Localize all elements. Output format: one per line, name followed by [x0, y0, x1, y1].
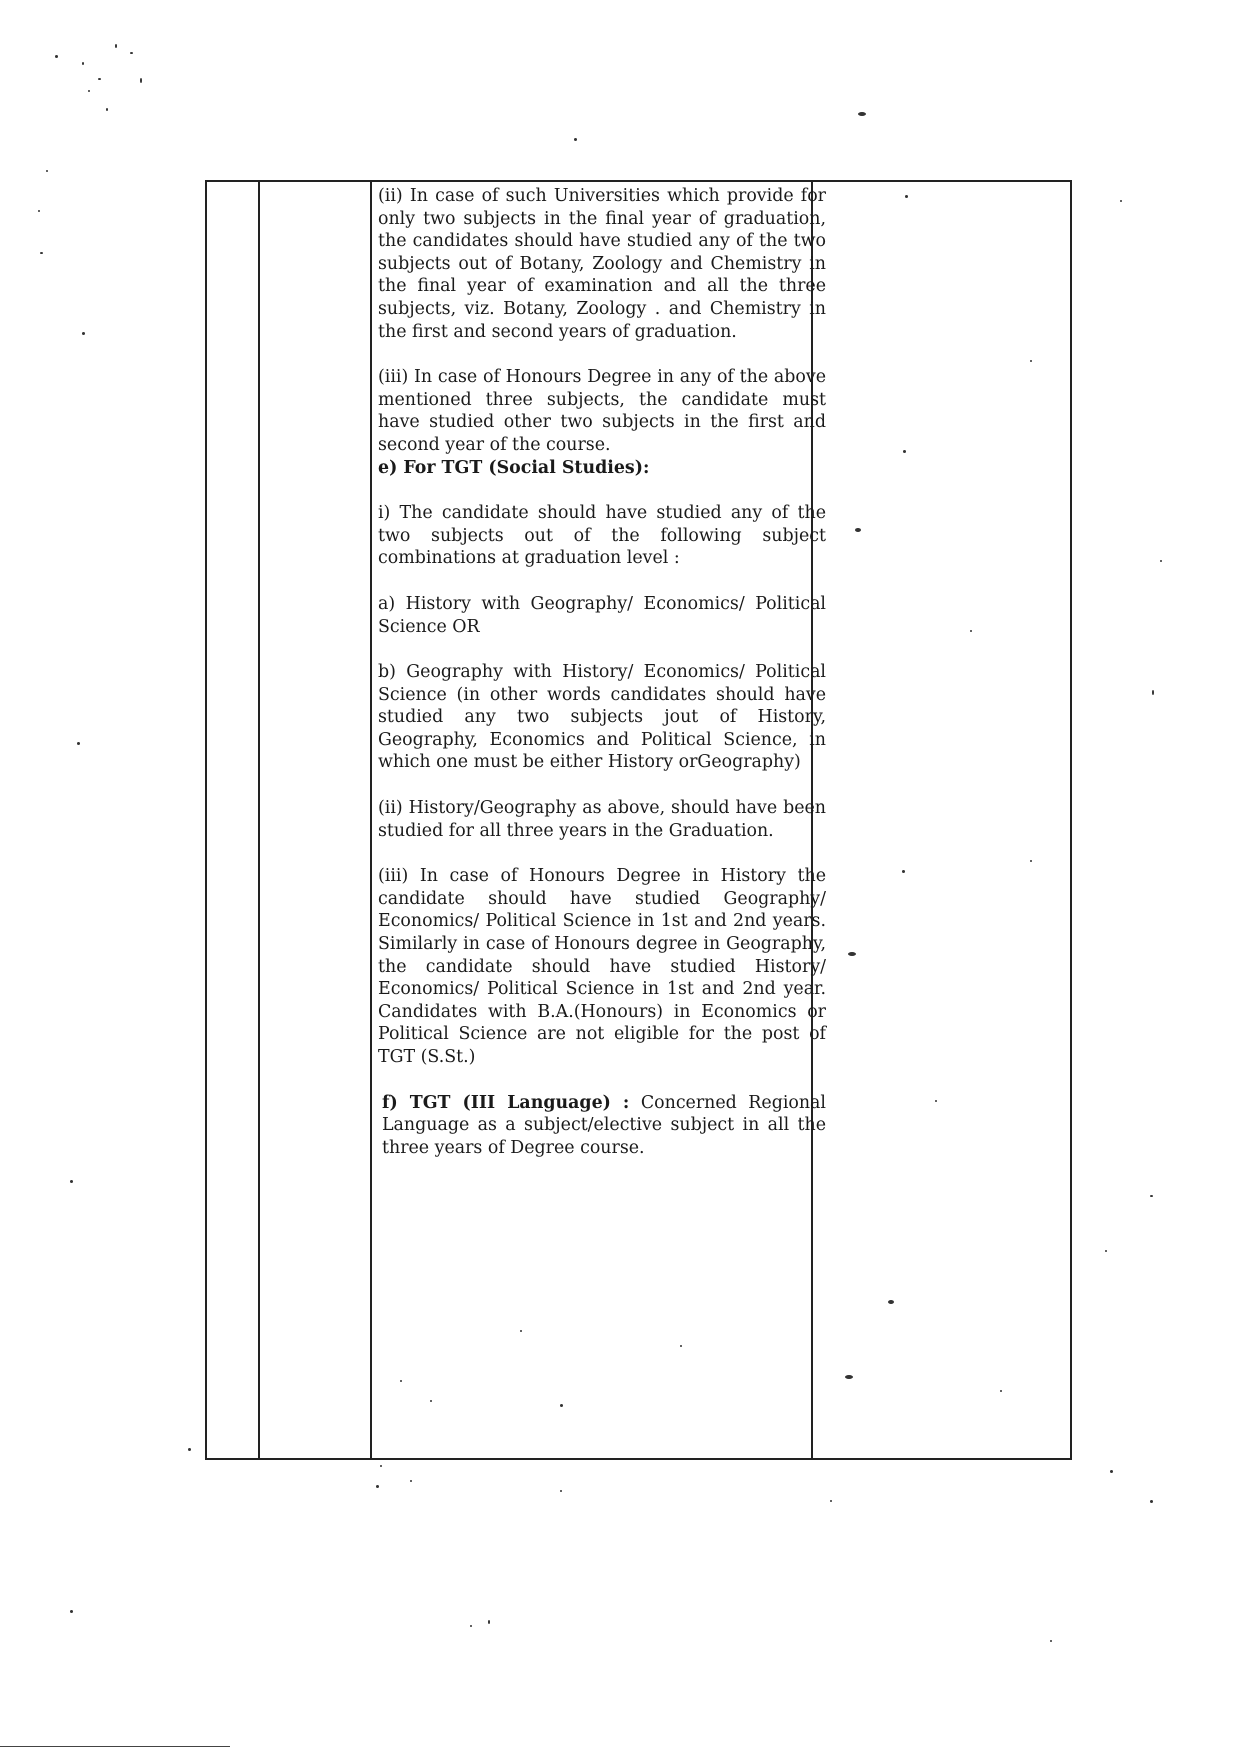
heading-tgt-iii-language: f) TGT (III Language) : [382, 1092, 630, 1113]
clause-ii-two-subjects: (ii) In case of such Universities which provide for only two subjects in the final year of graduation, the candidates should have studied any of the two subjects out of Botany, Zoology and Chemistry in the final year of examination and all the three subjects, viz. Botany, Zoology . and Chemistry in the first and second years of graduation. [378, 186, 826, 342]
clause-f-tgt-language [378, 1092, 826, 1160]
tgt-language-text: Concerned Regional Language as a subject/elective subject in all the three years of Degree course. [382, 1092, 826, 1158]
table-column-divider [370, 182, 372, 1458]
option-b-geography: b) Geography with History/ Economics/ Political Science (in other words candidates should have studied any two subjects jout of History, Geography, Economics and Political Science, in which one must be either History orGeography) [378, 662, 826, 773]
heading-tgt-social-studies: e) For TGT (Social Studies): [378, 457, 650, 478]
option-a-history: a) History with Geography/ Economics/ Political Science OR [378, 593, 826, 637]
clause-iii-honours: (iii) In case of Honours Degree in any of the above mentioned three subjects, the candidate must have studied other two subjects in the first and second year of the course. [378, 367, 826, 455]
table-column-divider [258, 182, 260, 1458]
footer-rule [0, 1746, 230, 1747]
clause-ii-history-geography: (ii) History/Geography as above, should have been studied for all three years in the Graduation. [378, 798, 826, 841]
clause-i-social-studies: i) The candidate should have studied any of the two subjects out of the following subject combinations at graduation level : [378, 503, 826, 569]
qualification-cell [378, 185, 826, 1159]
clause-iii-honours-history: (iii) In case of Honours Degree in History the candidate should have studied Geography/ Economics/ Political Science in 1st and 2nd years. Similarly in case of Honours degree in Geography, the candidate should have studied History/ Economics/ Political Science in 1st and 2nd year. Candidates with B.A.(Honours) in Economics or Political Science are not eligible for the post of TGT (S.St.) [378, 866, 826, 1067]
